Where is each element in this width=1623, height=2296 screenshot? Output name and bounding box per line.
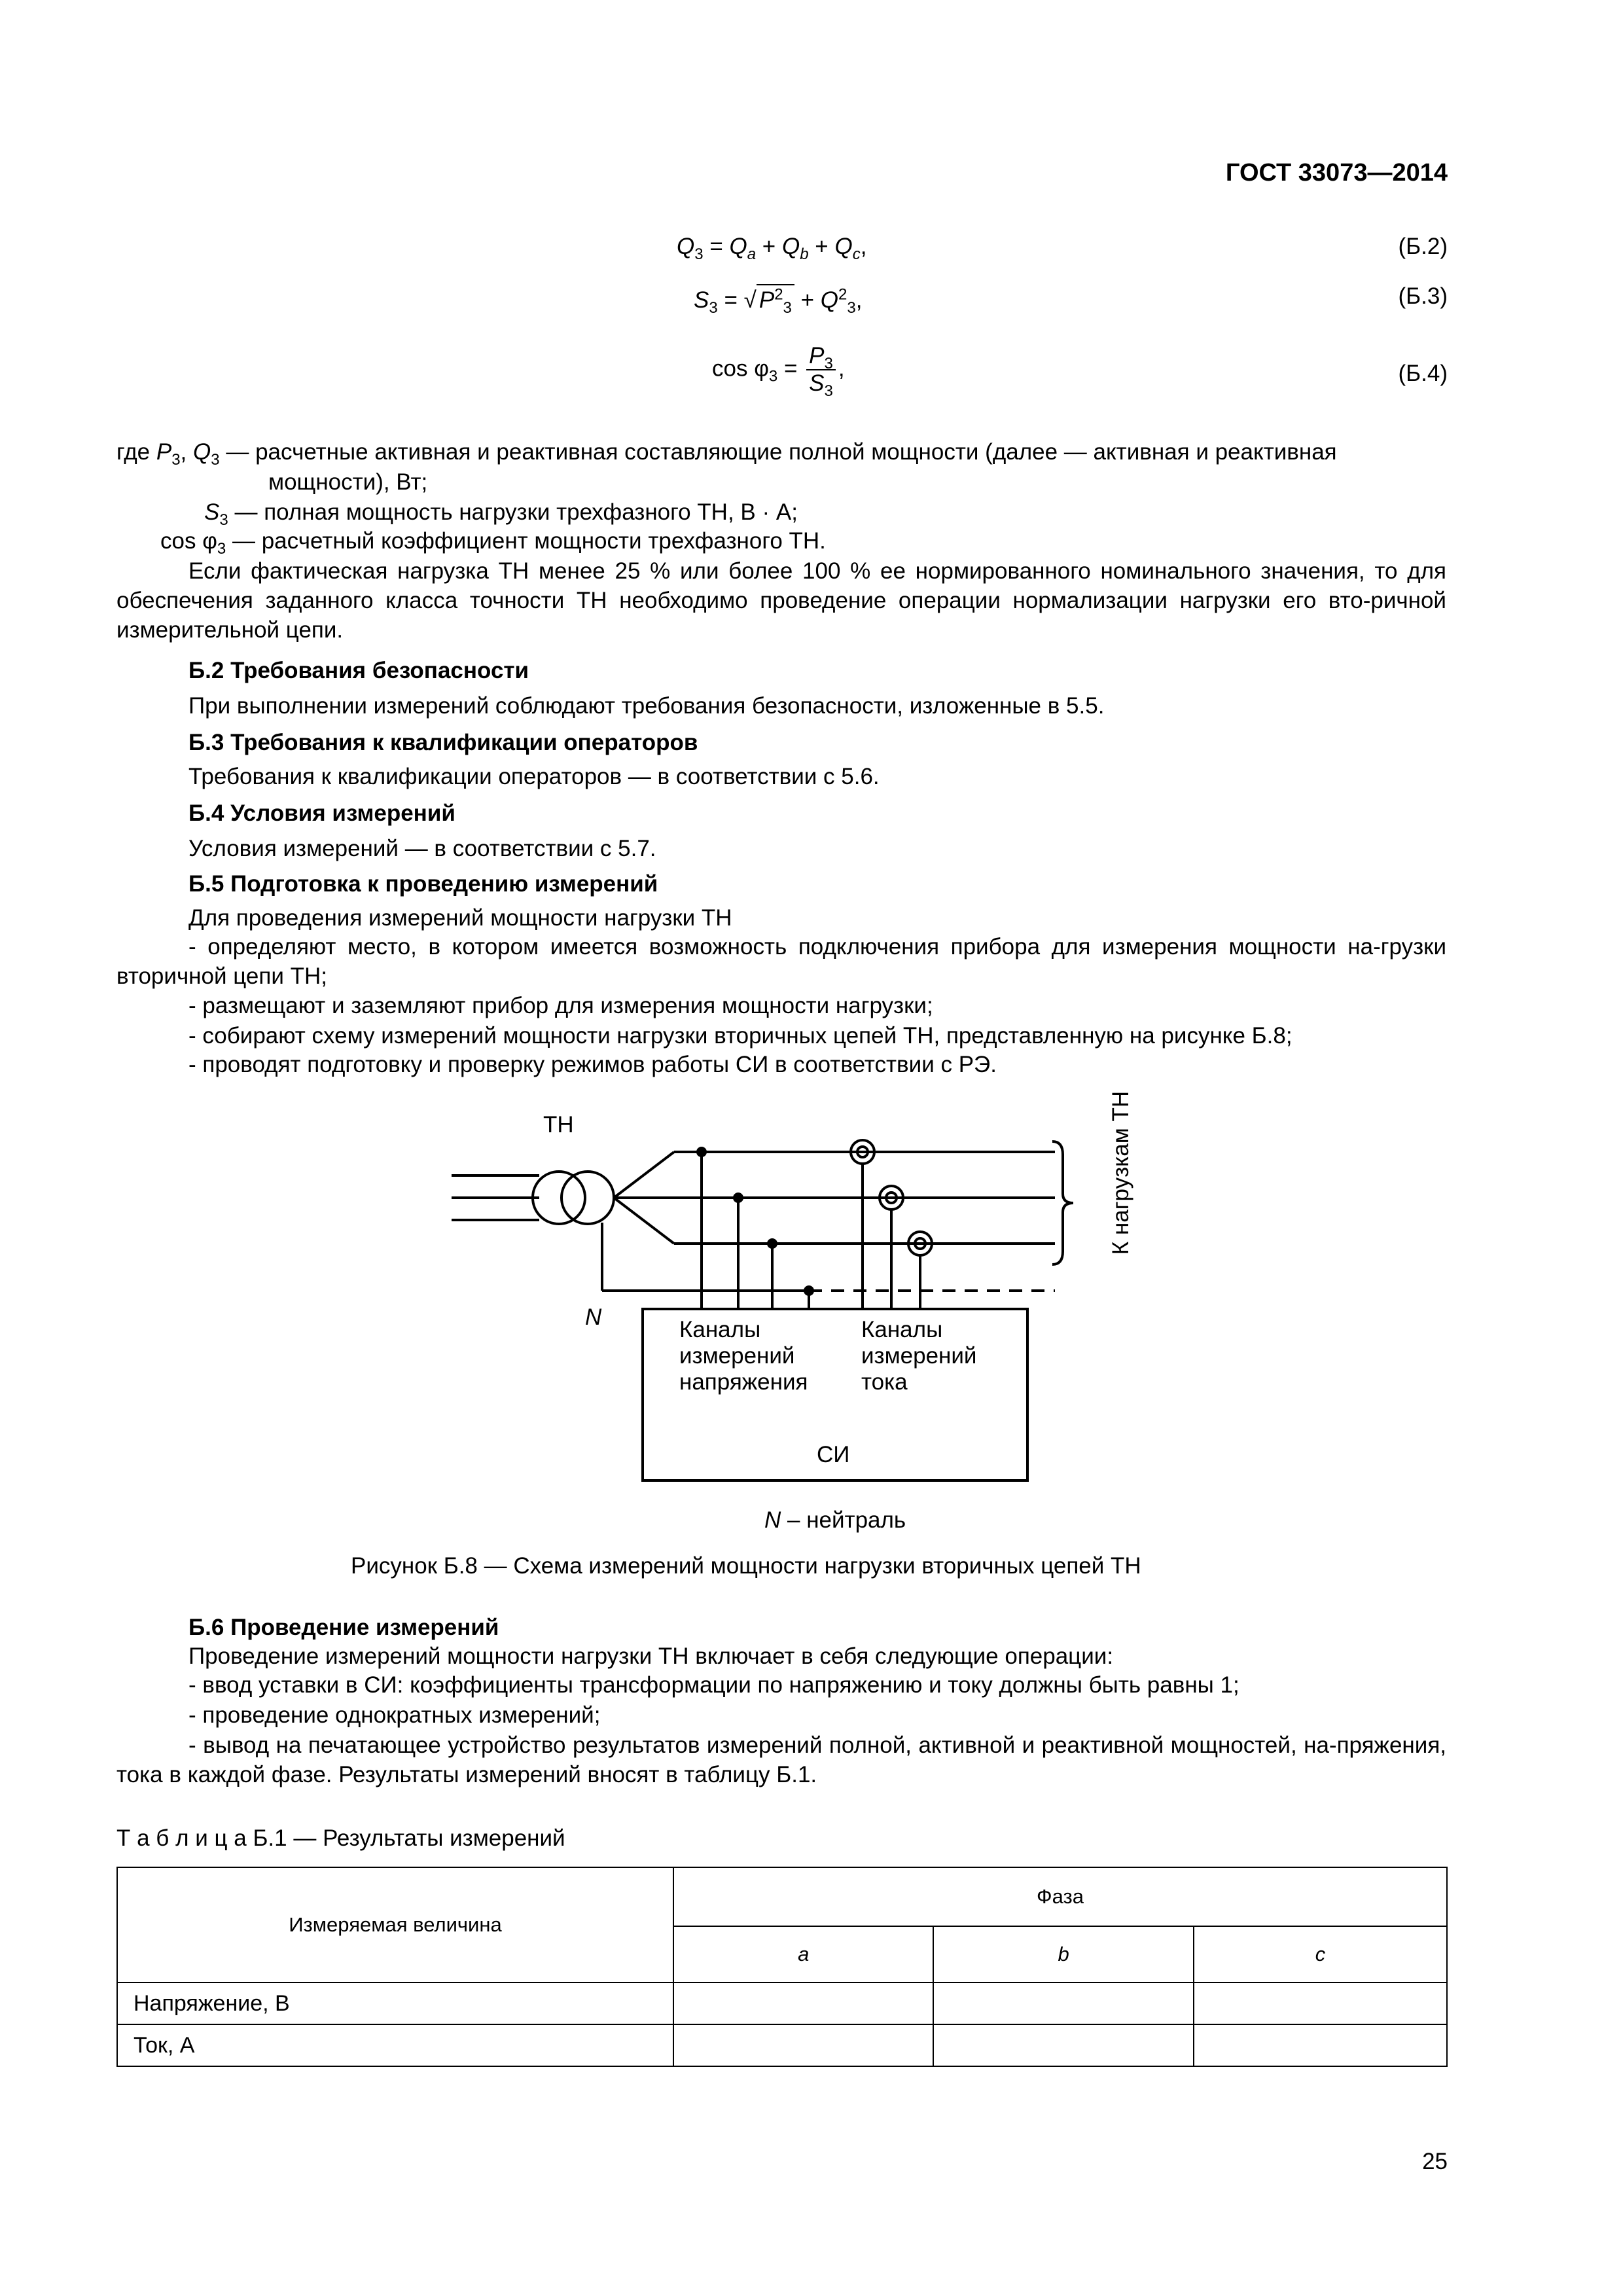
table-cell	[673, 1982, 933, 2024]
junction-dot	[696, 1147, 707, 1157]
column-header-quantity: Измеряемая величина	[117, 1867, 673, 1982]
section-b5-title: Б.5 Подготовка к проведению измерений	[188, 871, 658, 897]
figure-caption: Рисунок Б.8 — Схема измерений мощности нагрузки вторичных цепей ТН	[351, 1553, 1141, 1579]
phase-header-c: c	[1194, 1926, 1447, 1982]
table-cell	[933, 2024, 1193, 2066]
page-number: 25	[1422, 2149, 1448, 2174]
section-b2-title: Б.2 Требования безопасности	[188, 658, 529, 683]
si-label: СИ	[817, 1442, 850, 1467]
section-b3-title: Б.3 Требования к квалификации операторов	[188, 730, 698, 755]
formula-number: (Б.4)	[1398, 361, 1448, 386]
figure-legend: N – нейтраль	[764, 1507, 906, 1533]
definition-p3q3-cont: мощности), Вт;	[268, 469, 428, 495]
list-item: - собирают схему измерений мощности нагрузки вторичных цепей ТН, представленную на рисунке Б.8;	[188, 1023, 1293, 1049]
results-table	[116, 1867, 1448, 2067]
section-b6-title: Б.6 Проведение измерений	[188, 1615, 499, 1640]
table-cell	[933, 1982, 1193, 2024]
loads-label: К нагрузкам ТН	[1108, 1090, 1133, 1255]
list-item: - определяют место, в котором имеется возможность подключения прибора для измерения мощности на-грузки вторичной цепи ТН;	[116, 934, 1446, 989]
transformer-label: ТН	[543, 1112, 574, 1138]
document-code: ГОСТ 33073—2014	[1225, 159, 1448, 187]
list-item: - вывод на печатающее устройство результатов измерений полной, активной и реактивной мощностей, на-пряжения, тока в каждой фазе. Результаты измерений вносят в таблицу Б.1.	[116, 1732, 1446, 1787]
transformer-secondary-coil	[562, 1172, 614, 1224]
loads-brace	[1052, 1141, 1073, 1265]
formula-number: (Б.3)	[1398, 283, 1448, 309]
table-row	[117, 2024, 1447, 2066]
section-b5-intro: Для проведения измерений мощности нагрузки ТН	[188, 905, 732, 931]
transformer-primary-coil	[533, 1172, 585, 1224]
formula-number: (Б.2)	[1398, 234, 1448, 259]
paragraph-load-normalization: Если фактическая нагрузка ТН менее 25 % или более 100 % ее нормированного номинального значения, то для обеспечения заданного класса точности ТН необходимо проведение операции нормализации нагрузки его вто-ричной измерительной цепи.	[116, 558, 1446, 643]
phase-header-b: b	[933, 1926, 1193, 1982]
row-label: Ток, А	[117, 2024, 673, 2066]
section-b4-text: Условия измерений — в соответствии с 5.7.	[188, 836, 656, 861]
definition-cos: $\cos \varphi_3$ — расчетный коэффициент мощности трехфазного ТН.	[160, 528, 826, 558]
junction-dot	[767, 1238, 777, 1249]
voltage-channels-label: Каналы измерений напряжения	[679, 1317, 808, 1395]
phase-a-lead	[614, 1152, 674, 1198]
definition-s3: $S_3$ — полная мощность нагрузки трехфазного ТН, В · А;	[204, 499, 798, 529]
section-b6-intro: Проведение измерений мощности нагрузки ТН включает в себя следующие операции:	[188, 1643, 1114, 1669]
table-cell	[1194, 1982, 1447, 2024]
formula-b3: $S_3$ = √ $P^2_3 + Q^2_3$,	[694, 284, 862, 315]
junction-dot	[733, 1193, 743, 1203]
table-cell	[1194, 2024, 1447, 2066]
neutral-label: N	[585, 1304, 602, 1330]
formula-b2: $Q_3 = Q_a + Q_b + Q_c$,	[677, 234, 867, 263]
junction-dot	[804, 1285, 814, 1296]
section-b2-text: При выполнении измерений соблюдают требования безопасности, изложенные в 5.5.	[188, 693, 1105, 719]
phase-header-a: a	[673, 1926, 933, 1982]
phase-c-lead	[614, 1198, 674, 1244]
list-item: - проведение однократных измерений;	[188, 1702, 601, 1728]
list-item: - ввод уставки в СИ: коэффициенты трансформации по напряжению и току должны быть равны 1;	[188, 1672, 1240, 1698]
column-header-phase: Фаза	[673, 1867, 1447, 1926]
current-channels-label: Каналы измерений тока	[861, 1317, 977, 1395]
list-item: - размещают и заземляют прибор для измерения мощности нагрузки;	[188, 993, 933, 1018]
section-b3-text: Требования к квалификации операторов — в соответствии с 5.6.	[188, 764, 880, 789]
row-label: Напряжение, В	[117, 1982, 673, 2024]
table-caption: Т а б л и ц а Б.1 — Результаты измерений	[116, 1825, 565, 1851]
definition-p3q3: где $P_3$, $Q_3$ — расчетные активная и реактивная составляющие полной мощности (далее — активная и реактивная	[116, 439, 1337, 469]
section-b4-title: Б.4 Условия измерений	[188, 800, 455, 826]
table-cell	[673, 2024, 933, 2066]
list-item: - проводят подготовку и проверку режимов работы СИ в соответствии с РЭ.	[188, 1052, 997, 1077]
formula-b4: $\cos \varphi_3$ = $\frac{P_3}{S_3}$ ,	[712, 343, 845, 400]
table-row	[117, 1982, 1447, 2024]
